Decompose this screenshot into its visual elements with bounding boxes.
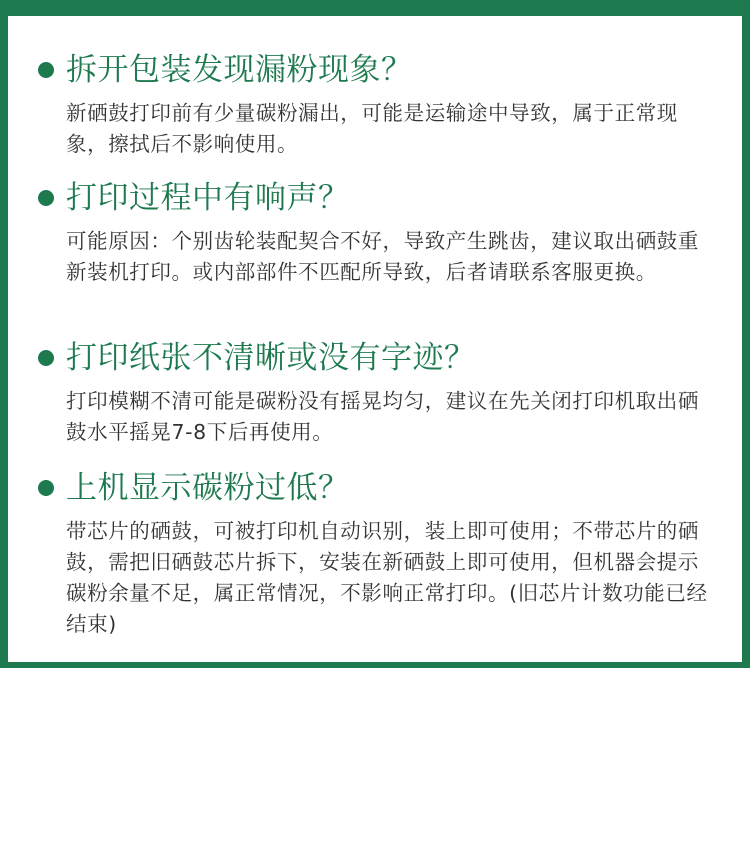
faq-answer: 可能原因：个别齿轮装配契合不好，导致产生跳齿，建议取出硒鼓重新装机打印。或内部部件不匹配所导致，后者请联系客服更换。 — [66, 229, 699, 284]
faq-answer: 带芯片的硒鼓，可被打印机自动识别，装上即可使用；不带芯片的硒鼓，需把旧硒鼓芯片拆下，安装在新硒鼓上即可使用，但机器会提示碳粉余量不足，属正常情况，不影响正常打印。(旧芯片计数功能已经结束) — [66, 519, 708, 636]
faq-question-row — [8, 466, 742, 512]
faq-question-row — [8, 336, 742, 382]
faq-question: 打印纸张不清晰或没有字迹？ — [66, 340, 476, 376]
faq-question: 上机显示碳粉过低？ — [66, 470, 350, 506]
faq-question: 拆开包装发现漏粉现象？ — [66, 52, 413, 88]
faq-question-row — [8, 176, 742, 222]
faq-answer: 打印模糊不清可能是碳粉没有摇晃均匀，建议在先关闭打印机取出硒鼓水平摇晃7-8下后再使用。 — [66, 389, 699, 444]
faq-item — [8, 176, 742, 284]
bullet-dot-icon — [38, 480, 54, 496]
faq-item — [8, 48, 742, 156]
bullet-dot-icon — [38, 350, 54, 366]
bullet-dot-icon — [38, 62, 54, 78]
faq-panel — [8, 16, 742, 662]
faq-answer: 新硒鼓打印前有少量碳粉漏出，可能是运输途中导致，属于正常现象，擦拭后不影响使用。 — [66, 101, 678, 156]
faq-item — [8, 336, 742, 444]
bullet-dot-icon — [38, 190, 54, 206]
faq-question-row — [8, 48, 742, 94]
faq-question: 打印过程中有响声？ — [66, 180, 350, 216]
faq-item — [8, 466, 742, 636]
